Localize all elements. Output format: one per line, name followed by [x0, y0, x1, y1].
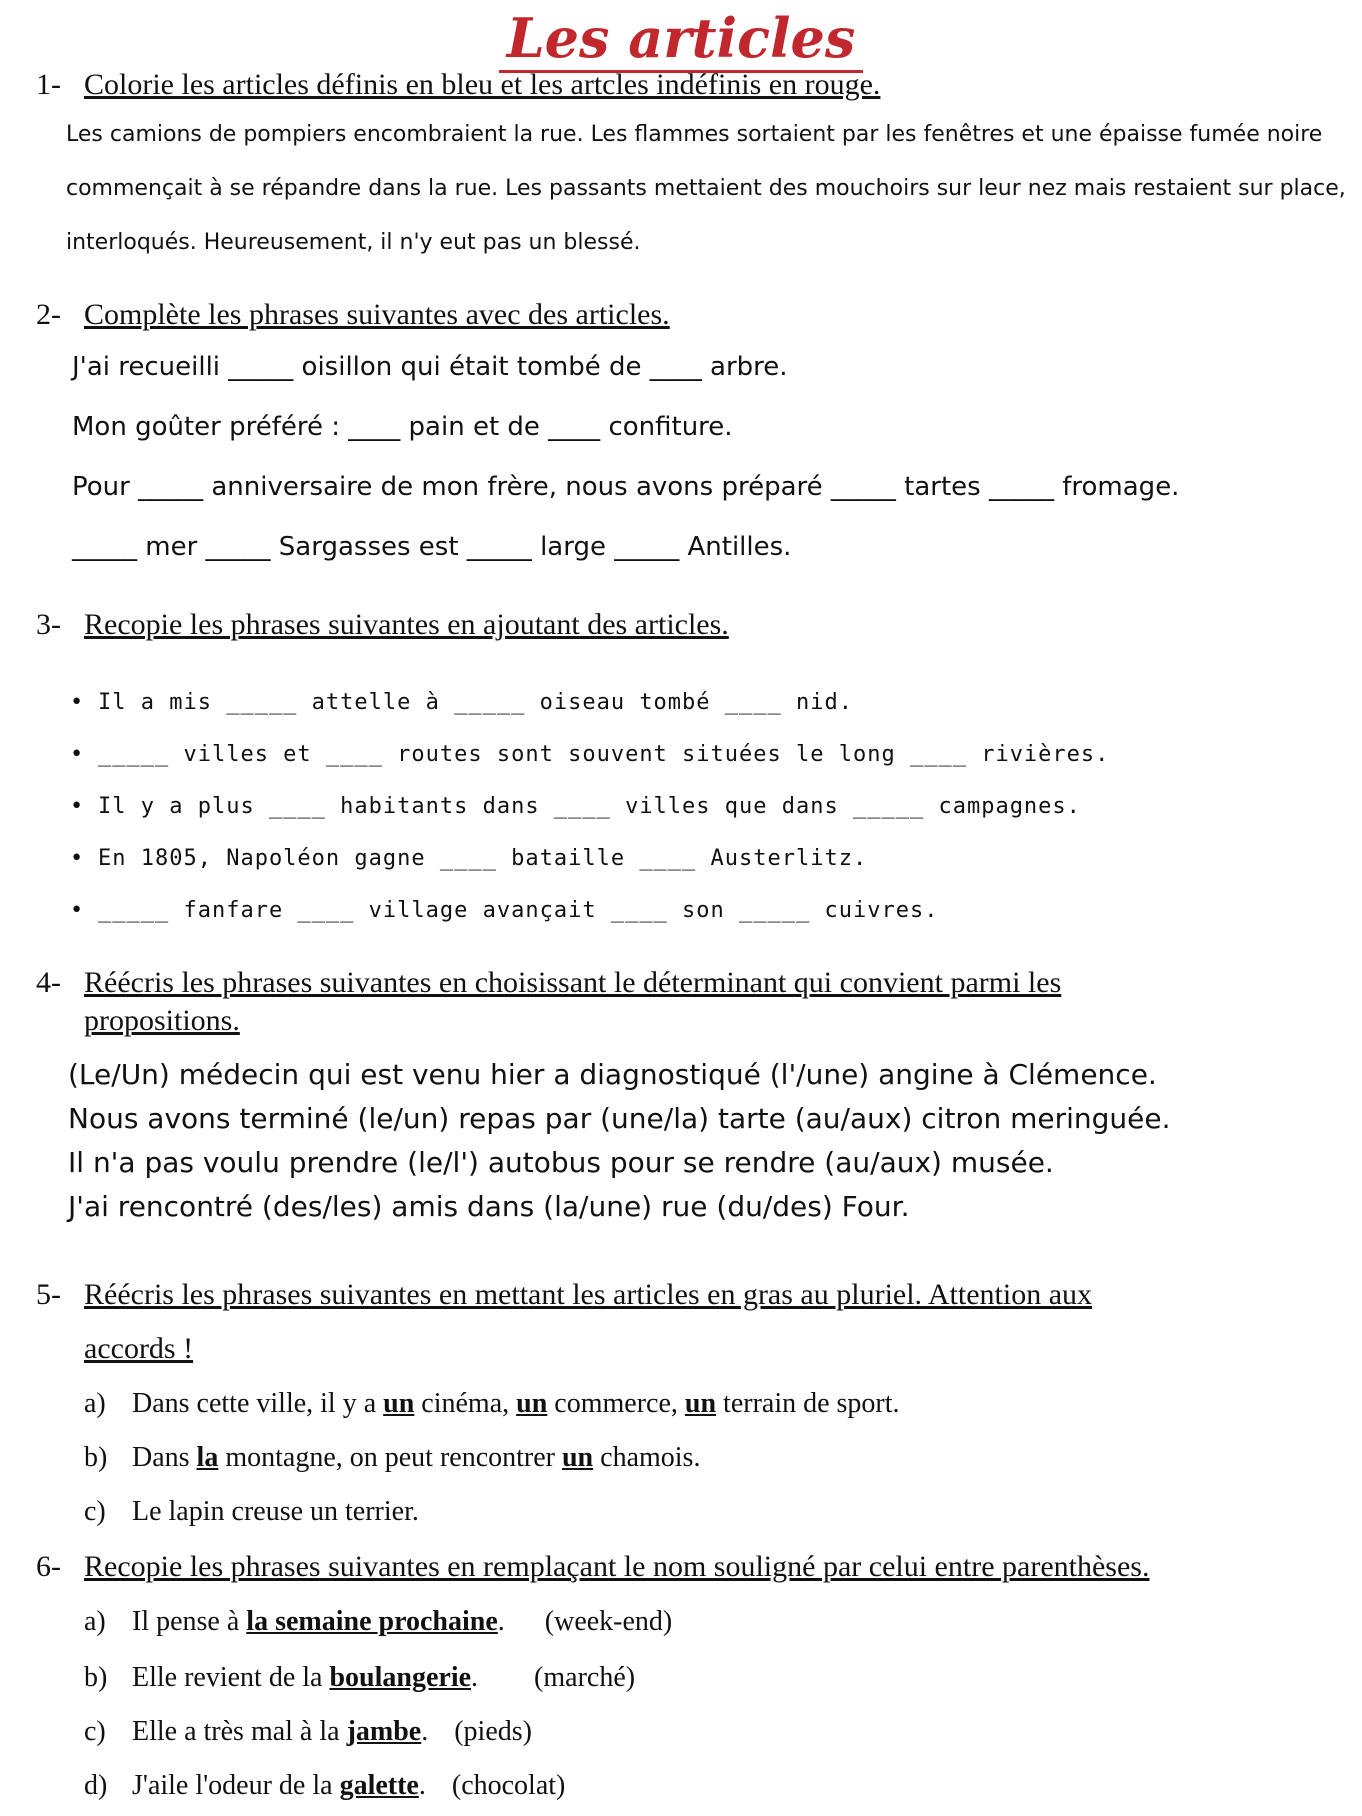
hint: (marché)	[534, 1662, 636, 1693]
item-label: c)	[84, 1496, 106, 1527]
ex5-item-b	[84, 1442, 700, 1474]
text: Le lapin creuse un terrier.	[132, 1496, 419, 1527]
item-label: a)	[84, 1388, 106, 1419]
bullet: •	[70, 794, 85, 819]
ex1-instruction: Colorie les articles définis en bleu et les artcles indéfinis en rouge.	[84, 68, 881, 101]
text: cinéma,	[414, 1388, 517, 1419]
underlined-noun: boulangerie	[329, 1662, 472, 1693]
ex4-heading-cont	[84, 1004, 240, 1038]
ex6-instruction: Recopie les phrases suivantes en remplaçant le nom souligné par celui entre parenthèses.	[84, 1550, 1150, 1583]
ex4-instruction-cont: propositions.	[84, 1004, 240, 1037]
ex3-line: En 1805, Napoléon gagne ____ bataille ____ Austerlitz.	[98, 846, 868, 871]
text: .	[421, 1716, 429, 1747]
bold-article: un	[383, 1388, 415, 1419]
text: terrain de sport.	[716, 1388, 900, 1419]
ex5-heading	[36, 1278, 1092, 1312]
bullet: •	[70, 742, 85, 767]
bullet: •	[70, 846, 85, 871]
hint: (week-end)	[544, 1606, 673, 1637]
text: .	[497, 1606, 505, 1637]
ex4-line: J'ai rencontré (des/les) amis dans (la/une) rue (du/des) Four.	[68, 1190, 910, 1223]
ex5-item-a	[84, 1388, 900, 1420]
ex6-item	[84, 1606, 672, 1638]
ex5-number: 5-	[36, 1278, 61, 1311]
item-label: b)	[84, 1442, 108, 1473]
ex1-line: Les camions de pompiers encombraient la rue. Les flammes sortaient par les fenêtres et une épaisse fumée noire	[66, 122, 1323, 147]
ex3-list-item	[70, 690, 853, 715]
ex5-instruction: Réécris les phrases suivantes en mettant les articles en gras au pluriel. Attention aux	[84, 1278, 1093, 1311]
underlined-noun: galette	[339, 1770, 419, 1801]
bullet: •	[70, 898, 85, 923]
hint: (chocolat)	[451, 1770, 566, 1801]
text: Dans	[132, 1442, 197, 1473]
ex4-line: Il n'a pas voulu prendre (le/l') autobus pour se rendre (au/aux) musée.	[68, 1146, 1054, 1179]
ex4-number: 4-	[36, 966, 61, 999]
ex3-list-item	[70, 846, 867, 871]
ex2-line: _____ mer _____ Sargasses est _____ large _____ Antilles.	[72, 532, 792, 562]
ex3-line: _____ villes et ____ routes sont souvent situées le long ____ rivières.	[98, 742, 1110, 767]
text: .	[418, 1770, 426, 1801]
ex2-heading	[36, 298, 670, 332]
ex1-number: 1-	[36, 68, 61, 101]
ex6-heading	[36, 1550, 1149, 1584]
ex2-number: 2-	[36, 298, 61, 331]
bold-article: un	[516, 1388, 548, 1419]
item-label: c)	[84, 1716, 106, 1747]
ex6-item	[84, 1770, 565, 1802]
underlined-noun: la semaine prochaine	[246, 1606, 498, 1637]
ex3-number: 3-	[36, 608, 61, 641]
ex2-line: J'ai recueilli _____ oisillon qui était tombé de ____ arbre.	[72, 352, 788, 382]
ex4-line: Nous avons terminé (le/un) repas par (une/la) tarte (au/aux) citron meringuée.	[68, 1102, 1171, 1135]
ex3-instruction: Recopie les phrases suivantes en ajoutant des articles.	[84, 608, 729, 641]
ex3-line: _____ fanfare ____ village avançait ____ son _____ cuivres.	[98, 898, 939, 923]
ex3-heading	[36, 608, 729, 642]
ex6-item	[84, 1662, 635, 1694]
bold-article: un	[561, 1442, 594, 1473]
ex6-number: 6-	[36, 1550, 61, 1583]
bold-article: la	[196, 1442, 219, 1473]
text: Dans cette ville, il y a	[132, 1388, 384, 1419]
ex1-line: commençait à se répandre dans la rue. Les passants mettaient des mouchoirs sur leur nez mais restaient sur place,	[66, 176, 1346, 201]
text: Elle a très mal à la	[132, 1716, 347, 1747]
text: commerce,	[547, 1388, 685, 1419]
ex3-line: Il a mis _____ attelle à _____ oiseau tombé ____ nid.	[98, 690, 853, 715]
item-label: a)	[84, 1606, 106, 1637]
text: chamois.	[593, 1442, 701, 1473]
text: .	[471, 1662, 479, 1693]
ex3-line: Il y a plus ____ habitants dans ____ villes que dans _____ campagnes.	[98, 794, 1081, 819]
ex5-item-c	[84, 1496, 419, 1528]
page-title	[0, 6, 1362, 70]
ex1-line: interloqués. Heureusement, il n'y eut pas un blessé.	[66, 230, 641, 255]
text: Il pense à	[132, 1606, 247, 1637]
text: montagne, on peut rencontrer	[218, 1442, 562, 1473]
ex3-list-item	[70, 794, 1081, 819]
item-label: b)	[84, 1662, 108, 1693]
underlined-noun: jambe	[346, 1716, 422, 1747]
ex1-heading	[36, 68, 880, 102]
bold-article: un	[684, 1388, 717, 1419]
ex2-line: Mon goûter préféré : ____ pain et de ____ confiture.	[72, 412, 733, 442]
ex4-instruction: Réécris les phrases suivantes en choisissant le déterminant qui convient parmi les	[84, 966, 1062, 999]
text: Elle revient de la	[132, 1662, 330, 1693]
ex5-heading-cont	[84, 1332, 193, 1366]
page-title-text: Les articles	[499, 6, 864, 73]
ex4-heading	[36, 966, 1061, 1000]
ex3-list-item	[70, 898, 938, 923]
ex6-item	[84, 1716, 532, 1748]
bullet: •	[70, 690, 85, 715]
ex2-instruction: Complète les phrases suivantes avec des articles.	[84, 298, 670, 331]
ex2-line: Pour _____ anniversaire de mon frère, nous avons préparé _____ tartes _____ fromage.	[72, 472, 1180, 502]
ex3-list-item	[70, 742, 1109, 767]
hint: (pieds)	[454, 1716, 532, 1747]
ex5-instruction-cont: accords !	[84, 1332, 194, 1365]
ex4-line: (Le/Un) médecin qui est venu hier a diagnostiqué (l'/une) angine à Clémence.	[68, 1058, 1157, 1091]
item-label: d)	[84, 1770, 108, 1801]
text: J'aile l'odeur de la	[132, 1770, 340, 1801]
